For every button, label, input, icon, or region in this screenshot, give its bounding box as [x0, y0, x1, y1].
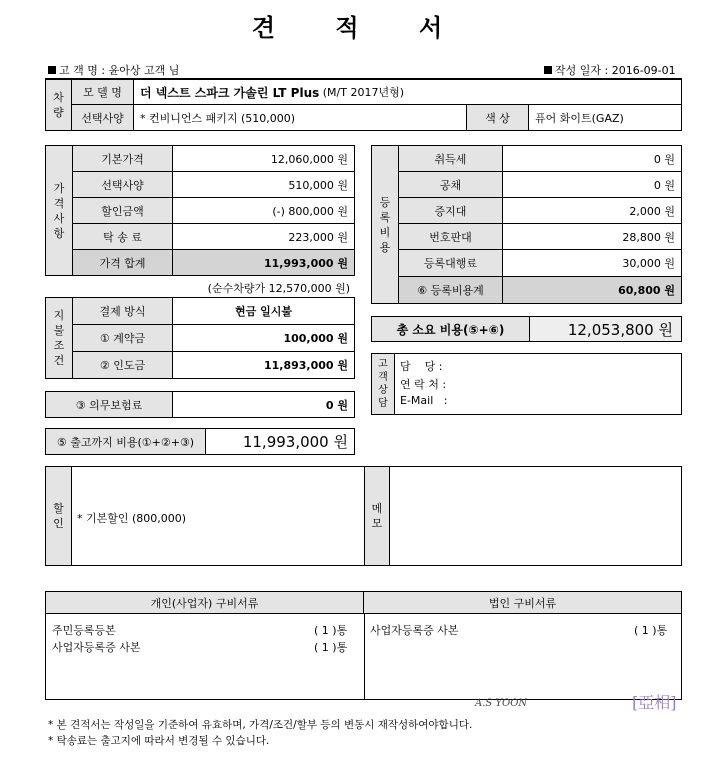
registration-total-row: ⑥ 등록비용계 60,800 원 — [399, 277, 681, 303]
corporate-docs-header: 법인 구비서류 — [364, 592, 681, 614]
discount-side-label: 할 인 — [46, 467, 72, 565]
consult-email: E-Mail : — [400, 394, 448, 407]
total-cost-label: 총 소요 비용(⑤+⑥) — [372, 317, 530, 341]
consult-contact: 연 락 처 : — [400, 378, 447, 391]
customer-line — [48, 62, 179, 78]
document-title: 견 적 서 — [251, 13, 469, 42]
color-label: 색 상 — [467, 105, 529, 130]
corporate-doc-name: 사업자등록증 사본 — [370, 624, 459, 637]
personal-docs-header: 개인(사업자) 구비서류 — [46, 592, 364, 614]
release-cost-section — [45, 428, 355, 455]
registration-row: 취득세 0 원 — [399, 146, 681, 172]
price-side-label: 가 격 사 항 — [46, 146, 73, 275]
payment-row: ① 계약금 100,000 원 — [73, 325, 354, 352]
personal-doc-qty: ( 1 )통 — [314, 641, 348, 654]
model-row — [72, 80, 681, 105]
insurance-section — [45, 391, 355, 418]
registration-side-label: 등 록 비 용 — [372, 146, 399, 303]
personal-doc-name: 주민등록등본 — [52, 624, 116, 637]
memo-side-label: 메 모 — [364, 467, 390, 565]
consult-section — [371, 353, 682, 415]
payment-method-row: 결제 방식 현금 일시불 — [73, 298, 354, 325]
registration-section — [371, 145, 682, 304]
price-row: 탁 송 료 223,000 원 — [73, 224, 354, 250]
vehicle-side-label: 차 량 — [46, 80, 72, 130]
price-row: 할인금액 (-) 800,000 원 — [73, 198, 354, 224]
net-price-note: (순수차량가 12,570,000 원) — [207, 282, 350, 295]
insurance-value: 0 원 — [325, 398, 348, 412]
release-cost-label: ⑤ 출고까지 비용(①+②+③) — [46, 429, 206, 454]
registration-row: 증지대 2,000 원 — [399, 198, 681, 224]
personal-doc-qty: ( 1 )통 — [314, 624, 348, 637]
vehicle-section — [45, 79, 682, 131]
square-bullet-icon — [544, 66, 552, 74]
docs-divider — [364, 614, 365, 699]
customer-name: 고 객 명 : 윤아상 고객 님 — [59, 64, 180, 77]
option-row — [72, 105, 681, 130]
personal-doc-name: 사업자등록증 사본 — [52, 641, 141, 654]
option-value: * 컨비니언스 패키지 (510,000) — [134, 105, 467, 130]
signature-seal: [亞相] — [632, 693, 677, 712]
payment-section — [45, 297, 355, 379]
option-label: 선택사양 — [72, 105, 134, 130]
documents-section — [45, 591, 682, 700]
footer-note: * 탁송료는 출고지에 따라서 변경될 수 있습니다. — [48, 735, 270, 747]
price-section — [45, 145, 355, 276]
square-bullet-icon — [48, 66, 56, 74]
price-rows — [73, 146, 354, 275]
discount-text: * 기본할인 (800,000) — [77, 512, 187, 525]
date-line — [544, 62, 676, 78]
insurance-label: ③ 의무보험료 — [46, 392, 173, 417]
price-row: 선택사양 510,000 원 — [73, 172, 354, 198]
created-date: 작성 일자 : 2016-09-01 — [555, 64, 676, 77]
payment-row: ② 인도금 11,893,000 원 — [73, 352, 354, 378]
registration-row: 등록대행료 30,000 원 — [399, 250, 681, 277]
color-value: 퓨어 화이트(GAZ) — [535, 111, 624, 125]
registration-row: 공채 0 원 — [399, 172, 681, 198]
model-label: 모 델 명 — [72, 80, 134, 104]
price-row: 기본가격 12,060,000 원 — [73, 146, 354, 172]
consult-manager: 담 당 : — [400, 360, 443, 373]
signature-name: A.S YOON — [475, 698, 528, 709]
model-value: 더 넥스트 스파크 가솔린 LT Plus (M/T 2017년형) — [140, 85, 404, 100]
total-cost-section — [371, 316, 682, 342]
payment-rows — [73, 298, 354, 378]
registration-row: 번호판대 28,800 원 — [399, 224, 681, 250]
consult-side-label: 고 객 상 담 — [372, 354, 395, 414]
payment-side-label: 지 불 조 건 — [46, 298, 73, 378]
registration-rows — [399, 146, 681, 303]
total-cost-value: 12,053,800 원 — [530, 317, 681, 341]
release-cost-value: 11,993,000 원 — [242, 433, 348, 451]
footer-note: * 본 견적서는 작성일을 기준하여 유효하며, 가격/조건/할부 등의 변동시 재작성하여야합니다. — [48, 719, 473, 731]
discount-memo-section — [45, 466, 682, 566]
price-total-row: 가격 합계 11,993,000 원 — [73, 250, 354, 275]
corporate-doc-qty: ( 1 )통 — [634, 624, 668, 637]
